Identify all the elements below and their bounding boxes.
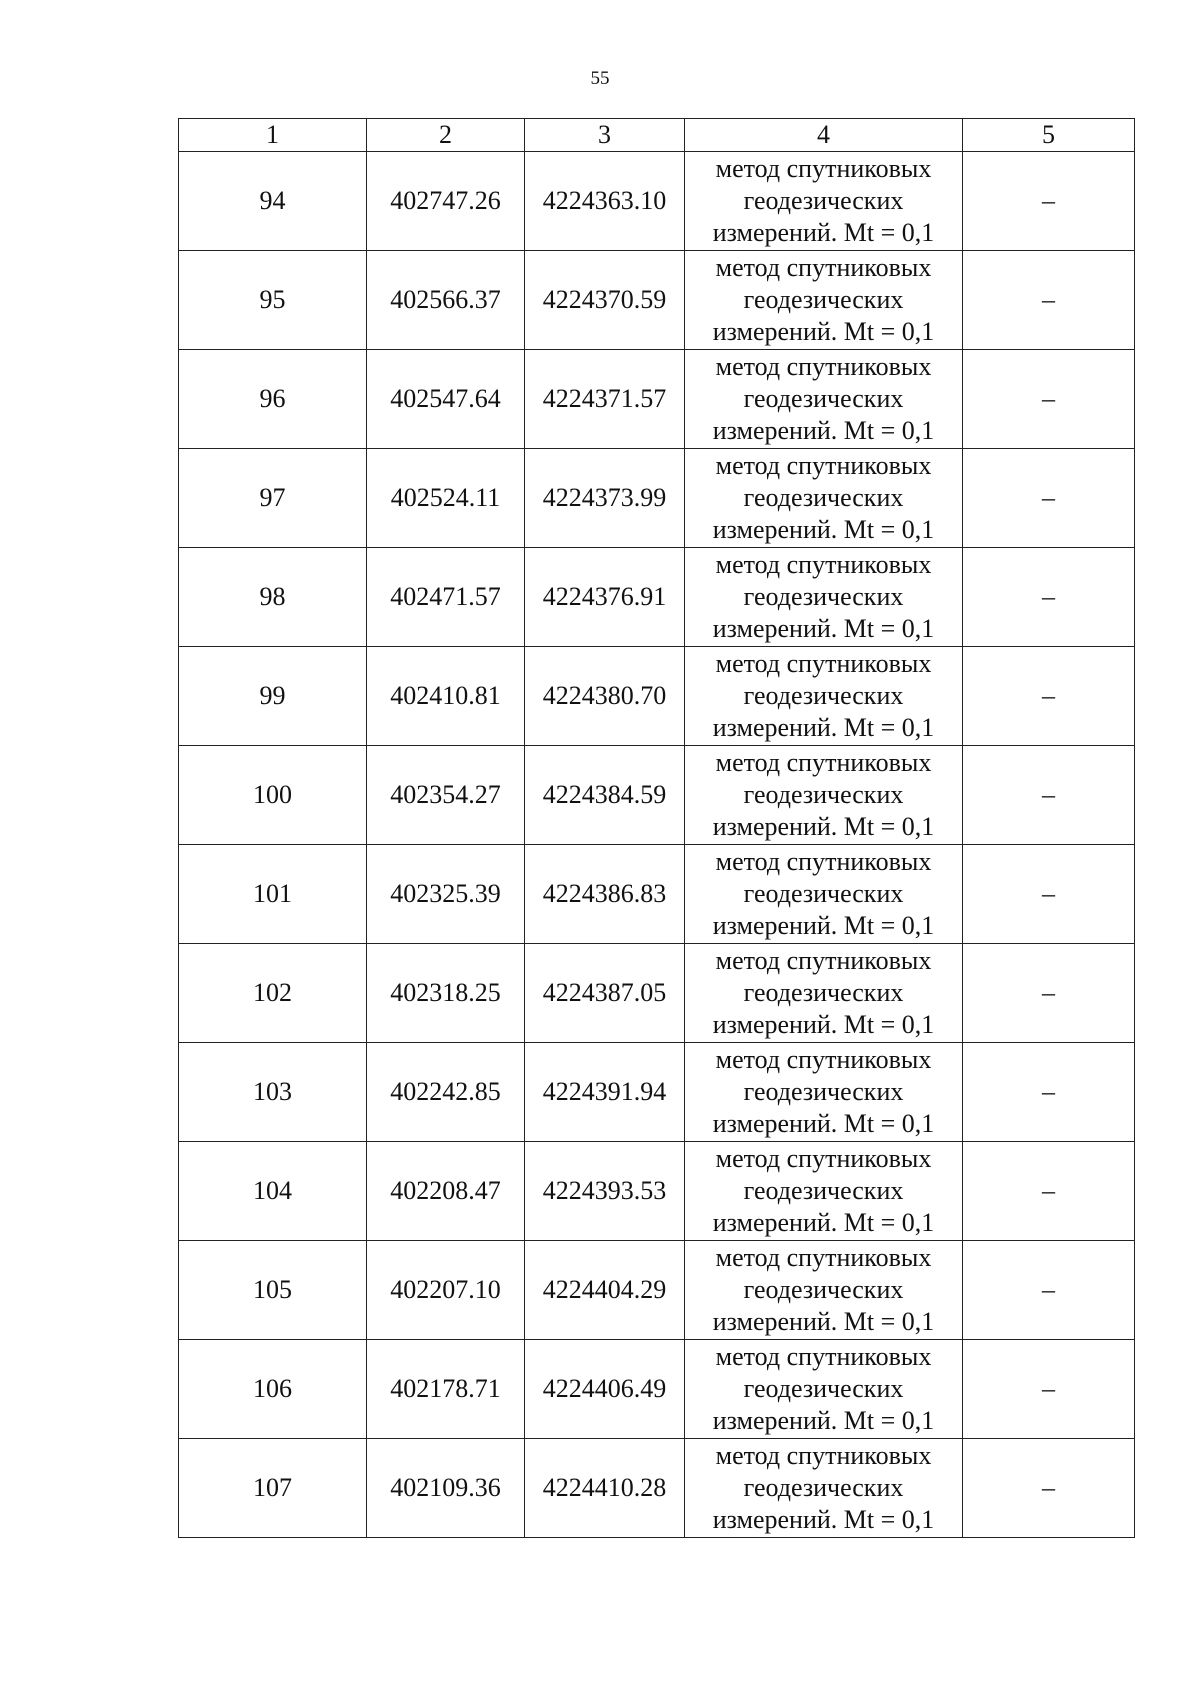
header-col-4: 4 [685, 119, 963, 152]
method-text-line: геодезических [743, 1374, 904, 1403]
method-text-line: метод спутниковых [715, 748, 932, 777]
note-cell: – [963, 449, 1135, 548]
y-coordinate-cell: 4224386.83 [525, 845, 685, 944]
point-number-cell: 98 [179, 548, 367, 647]
y-coordinate-cell: 4224384.59 [525, 746, 685, 845]
x-coordinate-cell: 402747.26 [367, 152, 525, 251]
table-row [179, 152, 1135, 251]
method-cell [685, 251, 963, 350]
note-cell: – [963, 1340, 1135, 1439]
y-coordinate-cell: 4224391.94 [525, 1043, 685, 1142]
method-text-line: метод спутниковых [715, 1144, 932, 1173]
x-coordinate-cell: 402410.81 [367, 647, 525, 746]
method-text-line: измерений. Mt = 0,1 [712, 317, 935, 346]
header-row [179, 119, 1135, 152]
method-text-line: измерений. Mt = 0,1 [712, 1307, 935, 1336]
method-text-line: метод спутниковых [715, 352, 932, 381]
method-text-line: метод спутниковых [715, 1045, 932, 1074]
method-cell [685, 1439, 963, 1538]
note-cell: – [963, 1043, 1135, 1142]
method-text-line: геодезических [743, 1077, 904, 1106]
method-cell [685, 1241, 963, 1340]
method-text-line: геодезических [743, 879, 904, 908]
point-number-cell: 99 [179, 647, 367, 746]
table-body [179, 152, 1135, 1538]
table-row [179, 1241, 1135, 1340]
method-text-line: метод спутниковых [715, 649, 932, 678]
method-text-line: измерений. Mt = 0,1 [712, 218, 935, 247]
method-text-line: измерений. Mt = 0,1 [712, 416, 935, 445]
point-number-cell: 104 [179, 1142, 367, 1241]
header-col-5: 5 [963, 119, 1135, 152]
method-text-line: геодезических [743, 681, 904, 710]
y-coordinate-cell: 4224373.99 [525, 449, 685, 548]
method-text-line: метод спутниковых [715, 1342, 932, 1371]
method-text-line: измерений. Mt = 0,1 [712, 713, 935, 742]
y-coordinate-cell: 4224404.29 [525, 1241, 685, 1340]
method-cell [685, 1043, 963, 1142]
method-text-line: измерений. Mt = 0,1 [712, 1109, 935, 1138]
x-coordinate-cell: 402207.10 [367, 1241, 525, 1340]
method-text-line: геодезических [743, 1275, 904, 1304]
x-coordinate-cell: 402208.47 [367, 1142, 525, 1241]
table-row [179, 845, 1135, 944]
x-coordinate-cell: 402524.11 [367, 449, 525, 548]
method-text-line: измерений. Mt = 0,1 [712, 1010, 935, 1039]
method-text-line: геодезических [743, 483, 904, 512]
note-cell: – [963, 647, 1135, 746]
y-coordinate-cell: 4224376.91 [525, 548, 685, 647]
method-text-line: измерений. Mt = 0,1 [712, 1406, 935, 1435]
method-text-line: измерений. Mt = 0,1 [712, 515, 935, 544]
method-text-line: геодезических [743, 285, 904, 314]
table-row [179, 449, 1135, 548]
header-col-2: 2 [367, 119, 525, 152]
method-cell [685, 944, 963, 1043]
method-cell [685, 845, 963, 944]
method-cell [685, 647, 963, 746]
point-number-cell: 97 [179, 449, 367, 548]
method-text-line: геодезических [743, 384, 904, 413]
table-row [179, 746, 1135, 845]
y-coordinate-cell: 4224393.53 [525, 1142, 685, 1241]
point-number-cell: 95 [179, 251, 367, 350]
x-coordinate-cell: 402325.39 [367, 845, 525, 944]
y-coordinate-cell: 4224410.28 [525, 1439, 685, 1538]
method-text-line: метод спутниковых [715, 1243, 932, 1272]
method-text-line: геодезических [743, 1473, 904, 1502]
x-coordinate-cell: 402178.71 [367, 1340, 525, 1439]
note-cell: – [963, 1241, 1135, 1340]
method-text-line: метод спутниковых [715, 154, 932, 183]
y-coordinate-cell: 4224371.57 [525, 350, 685, 449]
method-text-line: измерений. Mt = 0,1 [712, 614, 935, 643]
x-coordinate-cell: 402471.57 [367, 548, 525, 647]
y-coordinate-cell: 4224363.10 [525, 152, 685, 251]
x-coordinate-cell: 402566.37 [367, 251, 525, 350]
method-cell [685, 350, 963, 449]
note-cell: – [963, 1439, 1135, 1538]
table-row [179, 944, 1135, 1043]
method-text-line: метод спутниковых [715, 550, 932, 579]
table-row [179, 548, 1135, 647]
point-number-cell: 102 [179, 944, 367, 1043]
table-row [179, 251, 1135, 350]
method-text-line: метод спутниковых [715, 451, 932, 480]
point-number-cell: 96 [179, 350, 367, 449]
note-cell: – [963, 152, 1135, 251]
note-cell: – [963, 548, 1135, 647]
method-text-line: геодезических [743, 1176, 904, 1205]
method-text-line: измерений. Mt = 0,1 [712, 911, 935, 940]
x-coordinate-cell: 402109.36 [367, 1439, 525, 1538]
method-cell [685, 152, 963, 251]
point-number-cell: 106 [179, 1340, 367, 1439]
note-cell: – [963, 944, 1135, 1043]
method-cell [685, 548, 963, 647]
method-text-line: измерений. Mt = 0,1 [712, 1208, 935, 1237]
note-cell: – [963, 251, 1135, 350]
table-row [179, 647, 1135, 746]
note-cell: – [963, 350, 1135, 449]
method-text-line: геодезических [743, 978, 904, 1007]
y-coordinate-cell: 4224380.70 [525, 647, 685, 746]
point-number-cell: 103 [179, 1043, 367, 1142]
y-coordinate-cell: 4224387.05 [525, 944, 685, 1043]
table-row [179, 1142, 1135, 1241]
x-coordinate-cell: 402547.64 [367, 350, 525, 449]
method-cell [685, 449, 963, 548]
table-row [179, 350, 1135, 449]
method-text-line: геодезических [743, 186, 904, 215]
point-number-cell: 94 [179, 152, 367, 251]
method-cell [685, 746, 963, 845]
method-cell [685, 1340, 963, 1439]
point-number-cell: 107 [179, 1439, 367, 1538]
y-coordinate-cell: 4224406.49 [525, 1340, 685, 1439]
method-cell [685, 1142, 963, 1241]
x-coordinate-cell: 402354.27 [367, 746, 525, 845]
page-number: 55 [590, 68, 610, 89]
point-number-cell: 101 [179, 845, 367, 944]
method-text-line: измерений. Mt = 0,1 [712, 1505, 935, 1534]
header-col-3: 3 [525, 119, 685, 152]
table-row [179, 1439, 1135, 1538]
table-header [179, 119, 1135, 152]
coordinates-table [178, 118, 1135, 1538]
table-row [179, 1340, 1135, 1439]
method-text-line: метод спутниковых [715, 847, 932, 876]
x-coordinate-cell: 402318.25 [367, 944, 525, 1043]
table-row [179, 1043, 1135, 1142]
note-cell: – [963, 746, 1135, 845]
point-number-cell: 105 [179, 1241, 367, 1340]
point-number-cell: 100 [179, 746, 367, 845]
header-col-1: 1 [179, 119, 367, 152]
note-cell: – [963, 845, 1135, 944]
y-coordinate-cell: 4224370.59 [525, 251, 685, 350]
x-coordinate-cell: 402242.85 [367, 1043, 525, 1142]
method-text-line: метод спутниковых [715, 1441, 932, 1470]
method-text-line: геодезических [743, 780, 904, 809]
note-cell: – [963, 1142, 1135, 1241]
method-text-line: геодезических [743, 582, 904, 611]
method-text-line: измерений. Mt = 0,1 [712, 812, 935, 841]
method-text-line: метод спутниковых [715, 253, 932, 282]
method-text-line: метод спутниковых [715, 946, 932, 975]
